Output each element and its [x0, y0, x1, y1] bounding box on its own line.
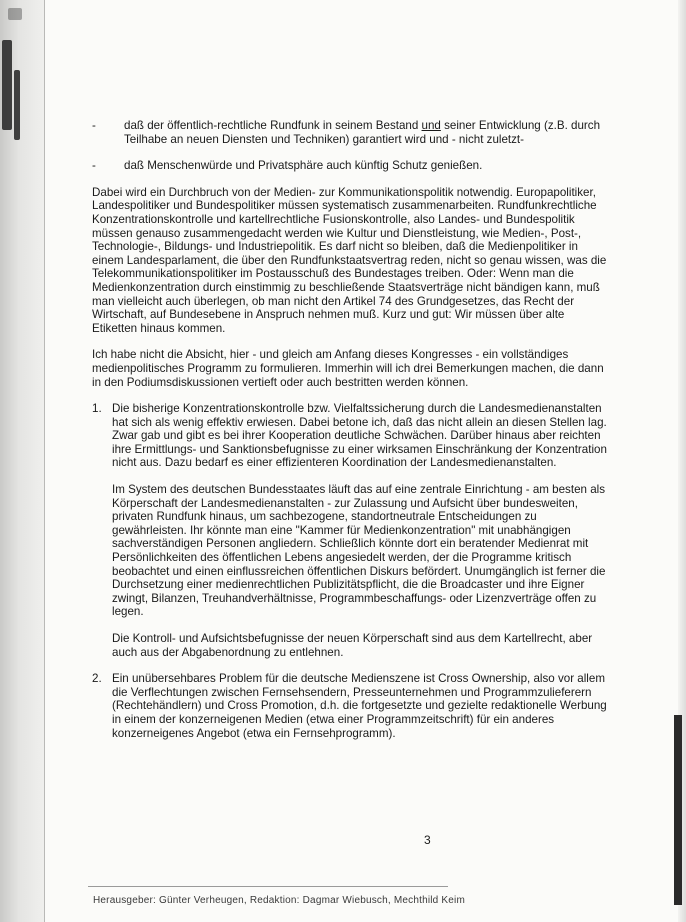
scan-artifact — [8, 8, 22, 20]
bullet-underlined-word: und — [421, 119, 441, 132]
body-paragraph: Dabei wird ein Durchbruch von der Medien- zur Kommunikationspolitik notwendig. Europapolitiker, Landespolitiker und Bundespolitiker müssen systematisch zusammenarbeiten. Rundfunkrechtliche Konzentrationskontrolle und kartellrechtliche Fusionskontrolle, also Landes- und Bundespolitik müssen genauso zusammengedacht werden wie Kultur und Dienstleistung, wie Medien-, Post-, Technologie-, Bildungs- und Industriepolitik. Es darf nicht so bleiben, daß die Medienpolitiker in einem Landesparlament, die über den Rundfunkstaatsvertrag reden, nicht so genau wissen, was die Telekommunikationspolitiker im Postausschuß des Bundestages treiben. Oder: Wenn man die Medienkonzentration durch einstimmig zu beschließende Staatsverträge nicht bändigen kann, muß man vielleicht auch überlegen, ob man nicht den Artikel 74 des Grundgesetzes, das Recht der Wirtschaft, auf Bundesebene in Anspruch nehmen muß. Kurz und gut: Wir müssen über alte Etiketten hinaus kommen. — [92, 185, 607, 335]
footer-publisher: Herausgeber: Günter Verheugen, Redaktion: Dagmar Wiebusch, Mechthild Keim — [93, 895, 466, 906]
item-sub-paragraph: Die Kontroll- und Aufsichtsbefugnisse der neuen Körperschaft sind aus dem Kartellrecht, aber auch aus der Abgabenordnung zu entlehnen. — [112, 632, 593, 659]
scan-artifact — [2, 40, 12, 130]
item-sub-paragraph: Im System des deutschen Bundesstaates läuft das auf eine zentrale Einrichtung - am besten als Körperschaft der Landesmedienanstalten - zur Zulassung und Aufsicht über bundesweiten, privaten Rundfunk hinaus, um sachbezogene, standortneutrale Entscheidungen zu gewährleisten. Ihr könnte man eine "Kammer für Medienkonzentration" mit unabhängigen sachverständigen Personen angliedern. Schließlich könnte dort ein beratender Medienrat mit Persönlichkeiten des öffentlichen Lebens angesiedelt werden, der die Programme kritisch beobachtet und einen einflussreichen öffentlichen Diskurs befördert. Unumgänglich ist ferner die Durchsetzung einer medienrechtlichen Publizitätspflicht, die die Broadcaster und ihre Eigner zwingt, Bilanzen, Treuhandverhältnisse, Programmbeschaffungs- oder Lizenzverträge offen zu legen. — [112, 483, 606, 619]
bullet-item — [92, 159, 612, 173]
numbered-item — [92, 402, 612, 470]
bullet-text: daß der öffentlich-rechtliche Rundfunk in seinem Bestand — [124, 119, 422, 132]
item-number: 1. — [92, 402, 102, 416]
bullet-dash: - — [92, 159, 96, 173]
page-number: 3 — [424, 833, 431, 847]
item-text: Die bisherige Konzentrationskontrolle bzw. Vielfaltssicherung durch die Landesmedienanstalten hat sich als wenig effektiv erwiesen. Dabei betone ich, daß das nicht allein an diesen Stellen lag. Zwar gab und gibt es bei ihrer Kooperation deutliche Schwächen. Darüber hinaus aber reichten ihre Ermittlungs- und Sanktionsbefugnisse zu einer wirksamen Einschränkung der Konzentration nicht aus. Dazu bedarf es einer effizienteren Koordination der Landesmedienanstalten. — [112, 402, 607, 470]
bullet-item — [92, 119, 612, 146]
bullet-text: daß Menschenwürde und Privatsphäre auch künftig Schutz genießen. — [124, 159, 483, 173]
bullet-text: seiner Entwicklung (z.B. durch Teilhabe an neuen Diensten und Techniken) garantiert wird und - nicht zuletzt- — [124, 119, 601, 146]
scan-artifact — [14, 70, 20, 140]
body-paragraph: Ich habe nicht die Absicht, hier - und gleich am Anfang dieses Kongresses - ein vollständiges medienpolitisches Programm zu formulieren. Immerhin will ich drei Bemerkungen machen, die dann in den Podiumsdiskussionen vertieft oder auch bestritten werden können. — [92, 348, 604, 389]
item-number: 2. — [92, 672, 102, 686]
bullet-dash: - — [92, 119, 96, 132]
scan-artifact-bar — [674, 715, 682, 905]
numbered-item — [92, 672, 612, 740]
footer-divider — [88, 886, 448, 887]
document-body — [92, 119, 612, 753]
item-text: Ein unübersehbares Problem für die deutsche Medienszene ist Cross Ownership, also vor allem die Verflechtungen zwischen Fernsehsendern, Presseunternehmen und Programmzulieferern (Rechtehändlern) und Cross Promotion, d.h. die fortgesetzte und gezielte redaktionelle Werbung in einem der konzerneigenen Medien (etwa einer Programmzeitschrift) für ein anderes konzerneigenes Angebot (etwa ein Fernsehprogramm). — [112, 672, 607, 740]
